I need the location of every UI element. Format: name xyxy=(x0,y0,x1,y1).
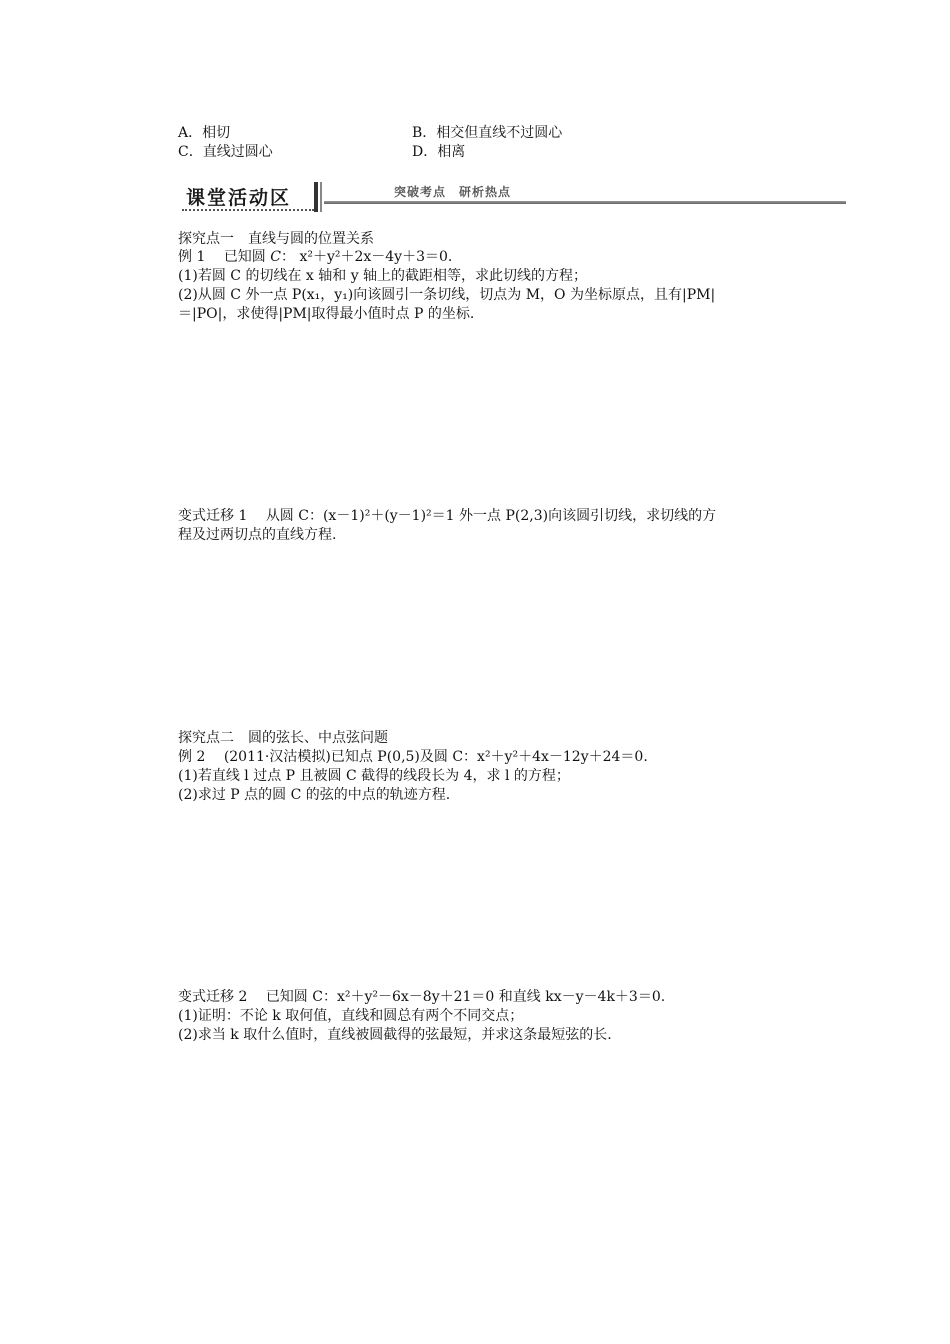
choice-c: C．直线过圆心 xyxy=(178,144,273,160)
variant1-line1 xyxy=(178,507,716,525)
example2-label: 例 2 xyxy=(178,749,206,765)
variant2-part2: (2)求当 k 取什么值时，直线被圆截得的弦最短，并求这条最短弦的长. xyxy=(178,1027,612,1043)
example1-equation: x²＋y²＋2x－4y＋3＝0. xyxy=(299,249,453,265)
variant1-label: 变式迁移 1 xyxy=(178,508,248,524)
choice-b: B．相交但直线不过圆心 xyxy=(412,125,563,141)
example1-part1: (1)若圆 C 的切线在 x 轴和 y 轴上的截距相等，求此切线的方程； xyxy=(178,268,588,284)
example2-statement xyxy=(178,748,648,766)
banner-subtitle: 突破考点 研析热点 xyxy=(394,185,512,199)
section-banner xyxy=(178,180,846,214)
example1-intro: 已知圆 xyxy=(223,249,266,265)
variant2-label: 变式迁移 2 xyxy=(178,989,248,1005)
banner-title: 课堂活动区 xyxy=(186,187,292,209)
section2-heading: 探究点二 圆的弦长、中点弦问题 xyxy=(178,730,388,746)
example2-part1: (1)若直线 l 过点 P 且被圆 C 截得的线段长为 4，求 l 的方程； xyxy=(178,768,570,784)
example2-source: (2011·汉沽模拟) xyxy=(223,749,331,765)
banner-rule xyxy=(324,201,846,204)
variant2-part1: (1)证明：不论 k 取何值，直线和圆总有两个不同交点； xyxy=(178,1008,524,1024)
variant2-text: 已知圆 C：x²＋y²－6x－8y＋21＝0 和直线 kx－y－4k＋3＝0. xyxy=(265,989,666,1005)
example1-part2-line1: (2)从圆 C 外一点 P(x₁，y₁)向该圆引一条切线，切点为 M，O 为坐标原点，且有|PM| xyxy=(178,287,716,303)
example2-part2: (2)求过 P 点的圆 C 的弦的中点的轨迹方程. xyxy=(178,787,451,803)
variant1-line2: 程及过两切点的直线方程. xyxy=(178,527,337,543)
example1-label: 例 1 xyxy=(178,249,206,265)
banner-divider xyxy=(314,182,318,212)
banner-divider-thin xyxy=(320,182,322,212)
example2-text: 已知点 P(0,5)及圆 C：x²＋y²＋4x－12y＋24＝0. xyxy=(330,749,648,765)
variant1-text: 从圆 C：(x－1)²＋(y－1)²＝1 外一点 P(2,3)向该圆引切线，求切线的方 xyxy=(265,508,717,524)
banner-underline xyxy=(182,209,314,211)
choice-a: A．相切 xyxy=(178,125,231,141)
example1-statement: 例 1 已知圆 C： x²＋y²＋2x－4y＋3＝0. xyxy=(178,249,453,265)
section1-heading: 探究点一 直线与圆的位置关系 xyxy=(178,231,374,247)
choice-d: D．相离 xyxy=(412,144,466,160)
example1-part2-line2: ＝|PO|，求使得|PM|取得最小值时点 P 的坐标. xyxy=(178,306,475,322)
variant2-line1 xyxy=(178,988,665,1006)
